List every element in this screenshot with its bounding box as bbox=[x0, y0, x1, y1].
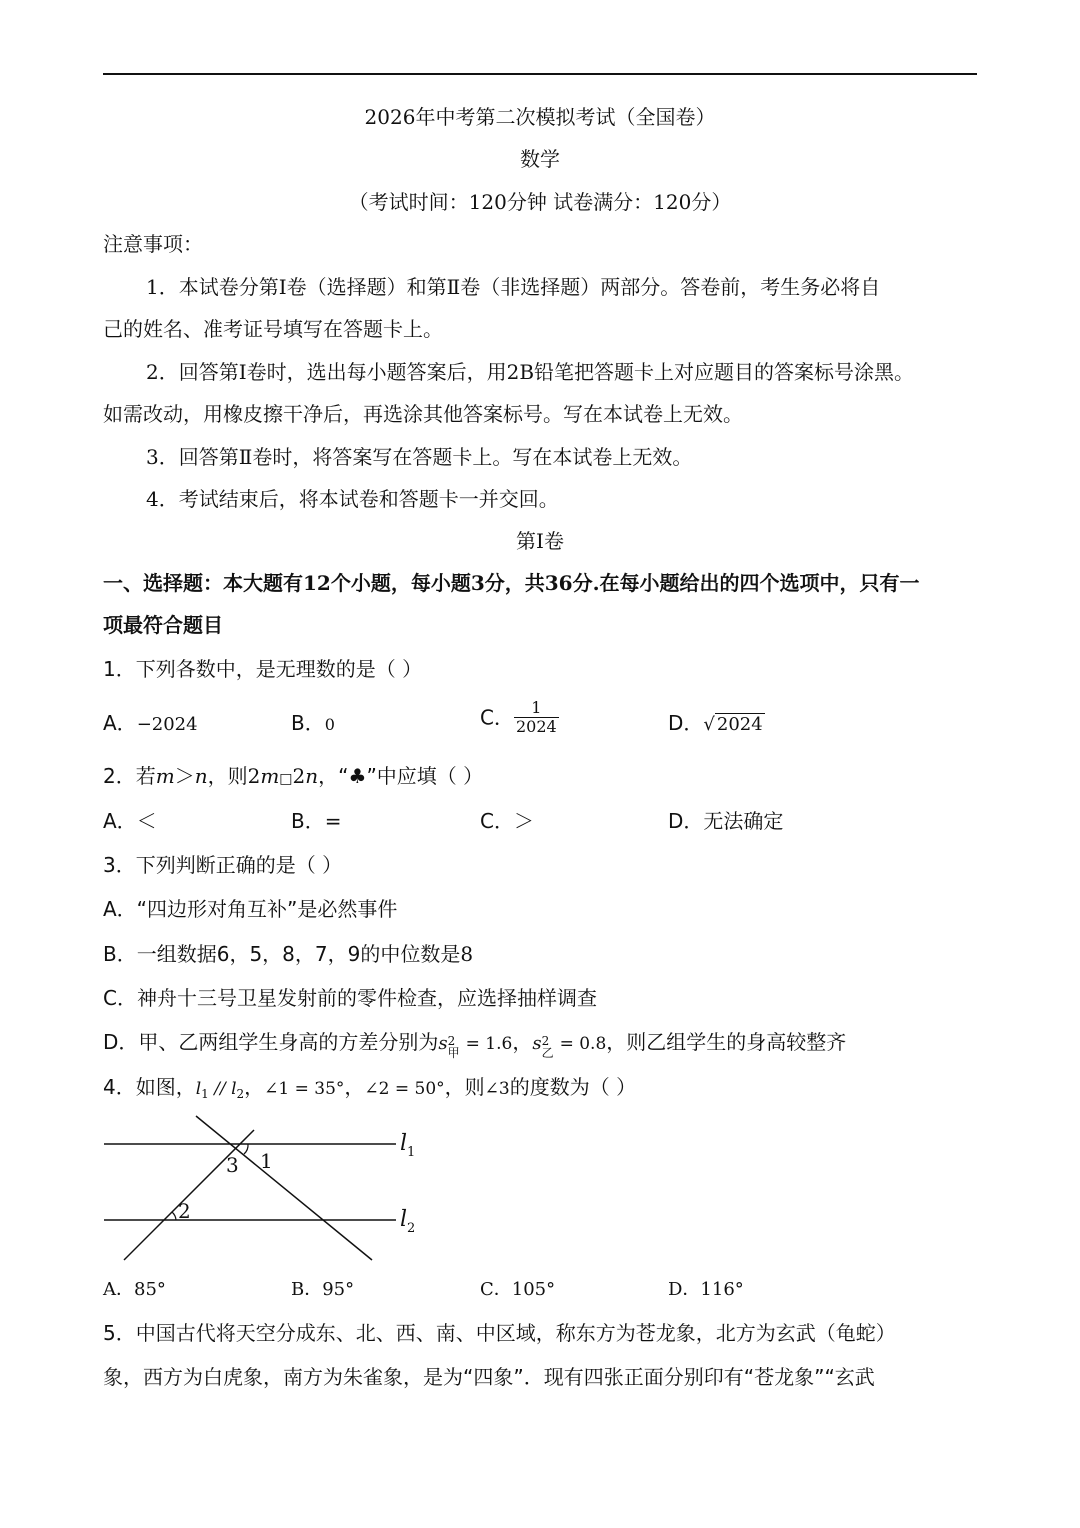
q2-option-b: B．= bbox=[291, 809, 342, 833]
q4-angle-3: ∠3 bbox=[484, 1079, 510, 1099]
q5-line-1: 5．中国古代将天空分成东、北、西、南、中区域，称东方为苍龙象，北方为玄武（龟蛇） bbox=[103, 1321, 896, 1345]
q1-option-d-label: D． bbox=[668, 711, 704, 735]
q4-parallel-expr bbox=[196, 1079, 244, 1099]
q3-s-yi: s bbox=[532, 1033, 542, 1054]
q1-option-a-value: −2024 bbox=[136, 714, 198, 735]
q1-option-c-fraction bbox=[514, 699, 559, 736]
q4-option-c: C．105° bbox=[480, 1279, 556, 1300]
q1-option-a-label: A． bbox=[103, 711, 137, 735]
q1-stem: 1．下列各数中，是无理数的是（ ） bbox=[103, 657, 423, 681]
q1-option-c-numerator: 1 bbox=[514, 699, 559, 718]
q3-s-jia: s bbox=[438, 1033, 448, 1054]
q1-option-a bbox=[103, 710, 198, 738]
notice-item-3: 3．回答第Ⅱ卷时，将答案写在答题卡上。写在本试卷上无效。 bbox=[146, 445, 693, 469]
transversal-right bbox=[196, 1116, 372, 1260]
q4-option-a: A．85° bbox=[103, 1279, 166, 1300]
q2-var-n: n bbox=[194, 764, 208, 788]
figure-l1-sub: 1 bbox=[407, 1145, 416, 1160]
q2-option-a: A．＜ bbox=[103, 809, 157, 833]
q1-option-d-sqrt bbox=[703, 712, 764, 738]
q1-option-b-label: B． bbox=[291, 711, 325, 735]
exam-time-info: （考试时间：120分钟 试卷满分：120分） bbox=[348, 190, 732, 214]
q2-option-c: C．＞ bbox=[480, 809, 534, 833]
q4-angle-2: ∠2 = 50° bbox=[364, 1079, 445, 1099]
q4-option-b: B．95° bbox=[291, 1279, 355, 1300]
q3-stem: 3．下列判断正确的是（ ） bbox=[103, 853, 343, 877]
q4-sep-2: ， bbox=[344, 1075, 365, 1099]
q4-sep-1: ， bbox=[244, 1075, 265, 1099]
figure-label-2: 2 bbox=[178, 1199, 191, 1223]
q2-comma: ，则 bbox=[207, 764, 248, 788]
q4-stem-prefix: 4．如图， bbox=[103, 1075, 196, 1099]
q1-option-b bbox=[291, 710, 335, 738]
q3-option-c: C．神舟十三号卫星发射前的零件检查，应选择抽样调查 bbox=[103, 986, 597, 1010]
section-heading-line-2: 项最符合题目 bbox=[103, 613, 223, 637]
q2-expr-m: m bbox=[260, 764, 280, 788]
q5-line-2: 象，西方为白虎象，南方为朱雀象，是为“四象”．现有四张正面分别印有“苍龙象”“玄武 bbox=[103, 1365, 875, 1389]
q4-parallel-sign: // bbox=[208, 1079, 232, 1099]
q2-stem bbox=[103, 763, 483, 792]
q4-l2-letter: l bbox=[231, 1079, 237, 1099]
exam-title: 2026年中考第二次模拟考试（全国卷） bbox=[364, 105, 716, 129]
q3-option-b-value: 8 bbox=[460, 942, 474, 966]
angle-1-arc bbox=[244, 1144, 248, 1154]
q3-option-d-sep: ， bbox=[512, 1030, 533, 1054]
q2-stem-prefix: 2．若 bbox=[103, 764, 156, 788]
q2-expr-n: n bbox=[305, 764, 319, 788]
q4-figure bbox=[100, 1110, 430, 1270]
q2-expr-2a: 2 bbox=[247, 764, 261, 788]
q3-option-a: A．“四边形对角互补”是必然事件 bbox=[103, 897, 398, 921]
q4-l1-letter: l bbox=[195, 1079, 202, 1099]
q2-var-m: m bbox=[155, 764, 175, 788]
transversal-left bbox=[124, 1130, 254, 1260]
sqrt-sign: √ bbox=[703, 714, 715, 735]
q1-option-d-radicand: 2024 bbox=[716, 714, 763, 735]
q4-stem bbox=[103, 1074, 636, 1107]
q3-s-yi-sup: 2 bbox=[541, 1033, 550, 1048]
notice-item-4: 4．考试结束后，将本试卷和答题卡一并交回。 bbox=[146, 487, 559, 511]
figure-l1-letter: l bbox=[400, 1131, 408, 1156]
q3-value-1: = 1.6 bbox=[465, 1034, 513, 1054]
q4-angle-1: ∠1 = 35° bbox=[264, 1079, 345, 1099]
figure-label-3: 3 bbox=[226, 1153, 239, 1177]
q3-s-jia-sup: 2 bbox=[447, 1033, 456, 1048]
q1-option-c bbox=[480, 699, 559, 736]
section-heading-line-1: 一、选择题：本大题有12个小题，每小题3分，共36分.在每小题给出的四个选项中，只有一 bbox=[103, 571, 920, 595]
q3-s-yi-sub: 乙 bbox=[541, 1045, 554, 1060]
q1-option-c-denominator: 2024 bbox=[515, 717, 557, 736]
figure-label-1: 1 bbox=[260, 1149, 273, 1173]
volume-title: 第Ⅰ卷 bbox=[516, 529, 564, 553]
figure-l2-letter: l bbox=[400, 1207, 408, 1232]
q4-stem-mid: ，则 bbox=[444, 1075, 485, 1099]
q2-option-d: D．无法确定 bbox=[668, 809, 784, 833]
figure-l1-label bbox=[400, 1131, 415, 1160]
q3-s-jia-sub: 甲 bbox=[447, 1045, 460, 1060]
angle-2-arc bbox=[172, 1212, 176, 1220]
q2-box: □ bbox=[279, 771, 293, 787]
q4-option-d: D．116° bbox=[668, 1279, 744, 1300]
subject-title: 数学 bbox=[520, 147, 560, 171]
q1-option-d bbox=[668, 710, 765, 738]
q3-value-2: = 0.8 bbox=[559, 1034, 607, 1054]
q3-option-d-suffix: ，则乙组学生的身高较整齐 bbox=[606, 1030, 847, 1054]
q1-option-c-label: C． bbox=[480, 705, 514, 730]
figure-l2-sub: 2 bbox=[407, 1221, 416, 1236]
notice-item-1-line-1: 1．本试卷分第Ⅰ卷（选择题）和第Ⅱ卷（非选择题）两部分。答卷前，考生务必将自 bbox=[146, 275, 881, 299]
notice-item-2-line-1: 2．回答第Ⅰ卷时，选出每小题答案后，用2B铅笔把答题卡上对应题目的答案标号涂黑。 bbox=[146, 360, 915, 384]
q3-option-d bbox=[103, 1029, 847, 1060]
q3-s-yi-scripts bbox=[541, 1033, 560, 1060]
q2-stem-suffix: ，“♣”中应填（ ） bbox=[318, 764, 484, 788]
q2-gt: ＞ bbox=[174, 764, 195, 788]
q4-l1-sub: 1 bbox=[201, 1087, 209, 1101]
notice-item-2-line-2: 如需改动，用橡皮擦干净后，再选涂其他答案标号。写在本试卷上无效。 bbox=[103, 402, 743, 426]
notice-item-1-line-2: 己的姓名、准考证号填写在答题卡上。 bbox=[103, 317, 443, 341]
q3-s-jia-scripts bbox=[447, 1033, 466, 1060]
q4-l2-sub: 2 bbox=[236, 1087, 245, 1101]
top-rule bbox=[103, 73, 977, 75]
q3-option-d-prefix: D．甲、乙两组学生身高的方差分别为 bbox=[103, 1030, 439, 1054]
figure-l2-label bbox=[400, 1207, 415, 1236]
q3-option-b bbox=[103, 941, 473, 967]
q2-expr-2b: 2 bbox=[292, 764, 306, 788]
q1-option-b-value: 0 bbox=[324, 715, 335, 734]
q3-option-b-text: B．一组数据6，5，8，7，9的中位数是 bbox=[103, 942, 461, 966]
q4-stem-suffix: 的度数为（ ） bbox=[509, 1075, 637, 1099]
notice-heading: 注意事项： bbox=[103, 232, 203, 256]
